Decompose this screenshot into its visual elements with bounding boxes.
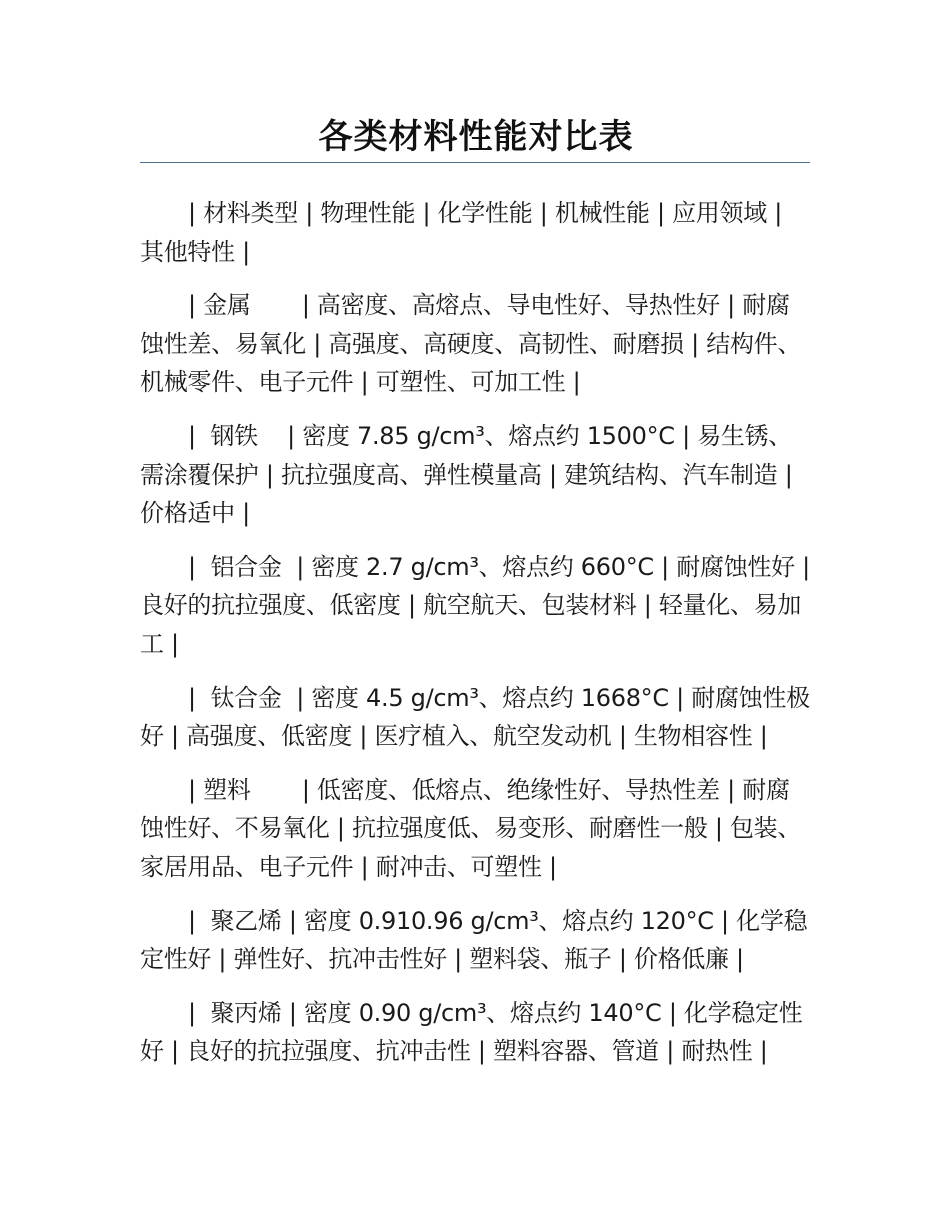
row-steel: | 钢铁 | 密度 7.85 g/cm³、熔点约 1500°C | 易生锈、需涂覆保护 | 抗拉强度高、弹性模量高 | 建筑结构、汽车制造 | 价格适中 | bbox=[140, 421, 800, 528]
row-polyethylene: | 聚乙烯 | 密度 0.910.96 g/cm³、熔点约 120°C | 化学稳定性好 | 弹性好、抗冲击性好 | 塑料袋、瓶子 | 价格低廉 | bbox=[140, 906, 808, 974]
row-polypropylene: | 聚丙烯 | 密度 0.90 g/cm³、熔点约 140°C | 化学稳定性好 | 良好的抗拉强度、抗冲击性 | 塑料容器、管道 | 耐热性 | bbox=[140, 998, 803, 1066]
document-page bbox=[140, 0, 818, 1086]
row-aluminum-alloy: | 铝合金 | 密度 2.7 g/cm³、熔点约 660°C | 耐腐蚀性好 | 良好的抗拉强度、低密度 | 航空航天、包装材料 | 轻量化、易加工 | bbox=[140, 552, 818, 658]
document-body bbox=[140, 194, 818, 1071]
table-header-row: | 材料类型 | 物理性能 | 化学性能 | 机械性能 | 应用领域 | 其他特性 | bbox=[140, 199, 790, 266]
row-titanium-alloy: | 钛合金 | 密度 4.5 g/cm³、熔点约 1668°C | 耐腐蚀性极好 | 高强度、低密度 | 医疗植入、航空发动机 | 生物相容性 | bbox=[140, 683, 810, 751]
title-divider bbox=[140, 162, 810, 163]
row-plastic: | 塑料 | 低密度、低熔点、绝缘性好、导热性差 | 耐腐蚀性好、不易氧化 | 抗拉强度低、易变形、耐磨性一般 | 包装、家居用品、电子元件 | 耐冲击、可塑性 | bbox=[140, 775, 802, 881]
row-metal: | 金属 | 高密度、高熔点、导电性好、导热性好 | 耐腐蚀性差、易氧化 | 高强度、高硬度、高韧性、耐磨损 | 结构件、机械零件、电子元件 | 可塑性、可加工性 | bbox=[140, 291, 802, 397]
page-title: 各类材料性能对比表 bbox=[318, 117, 634, 157]
